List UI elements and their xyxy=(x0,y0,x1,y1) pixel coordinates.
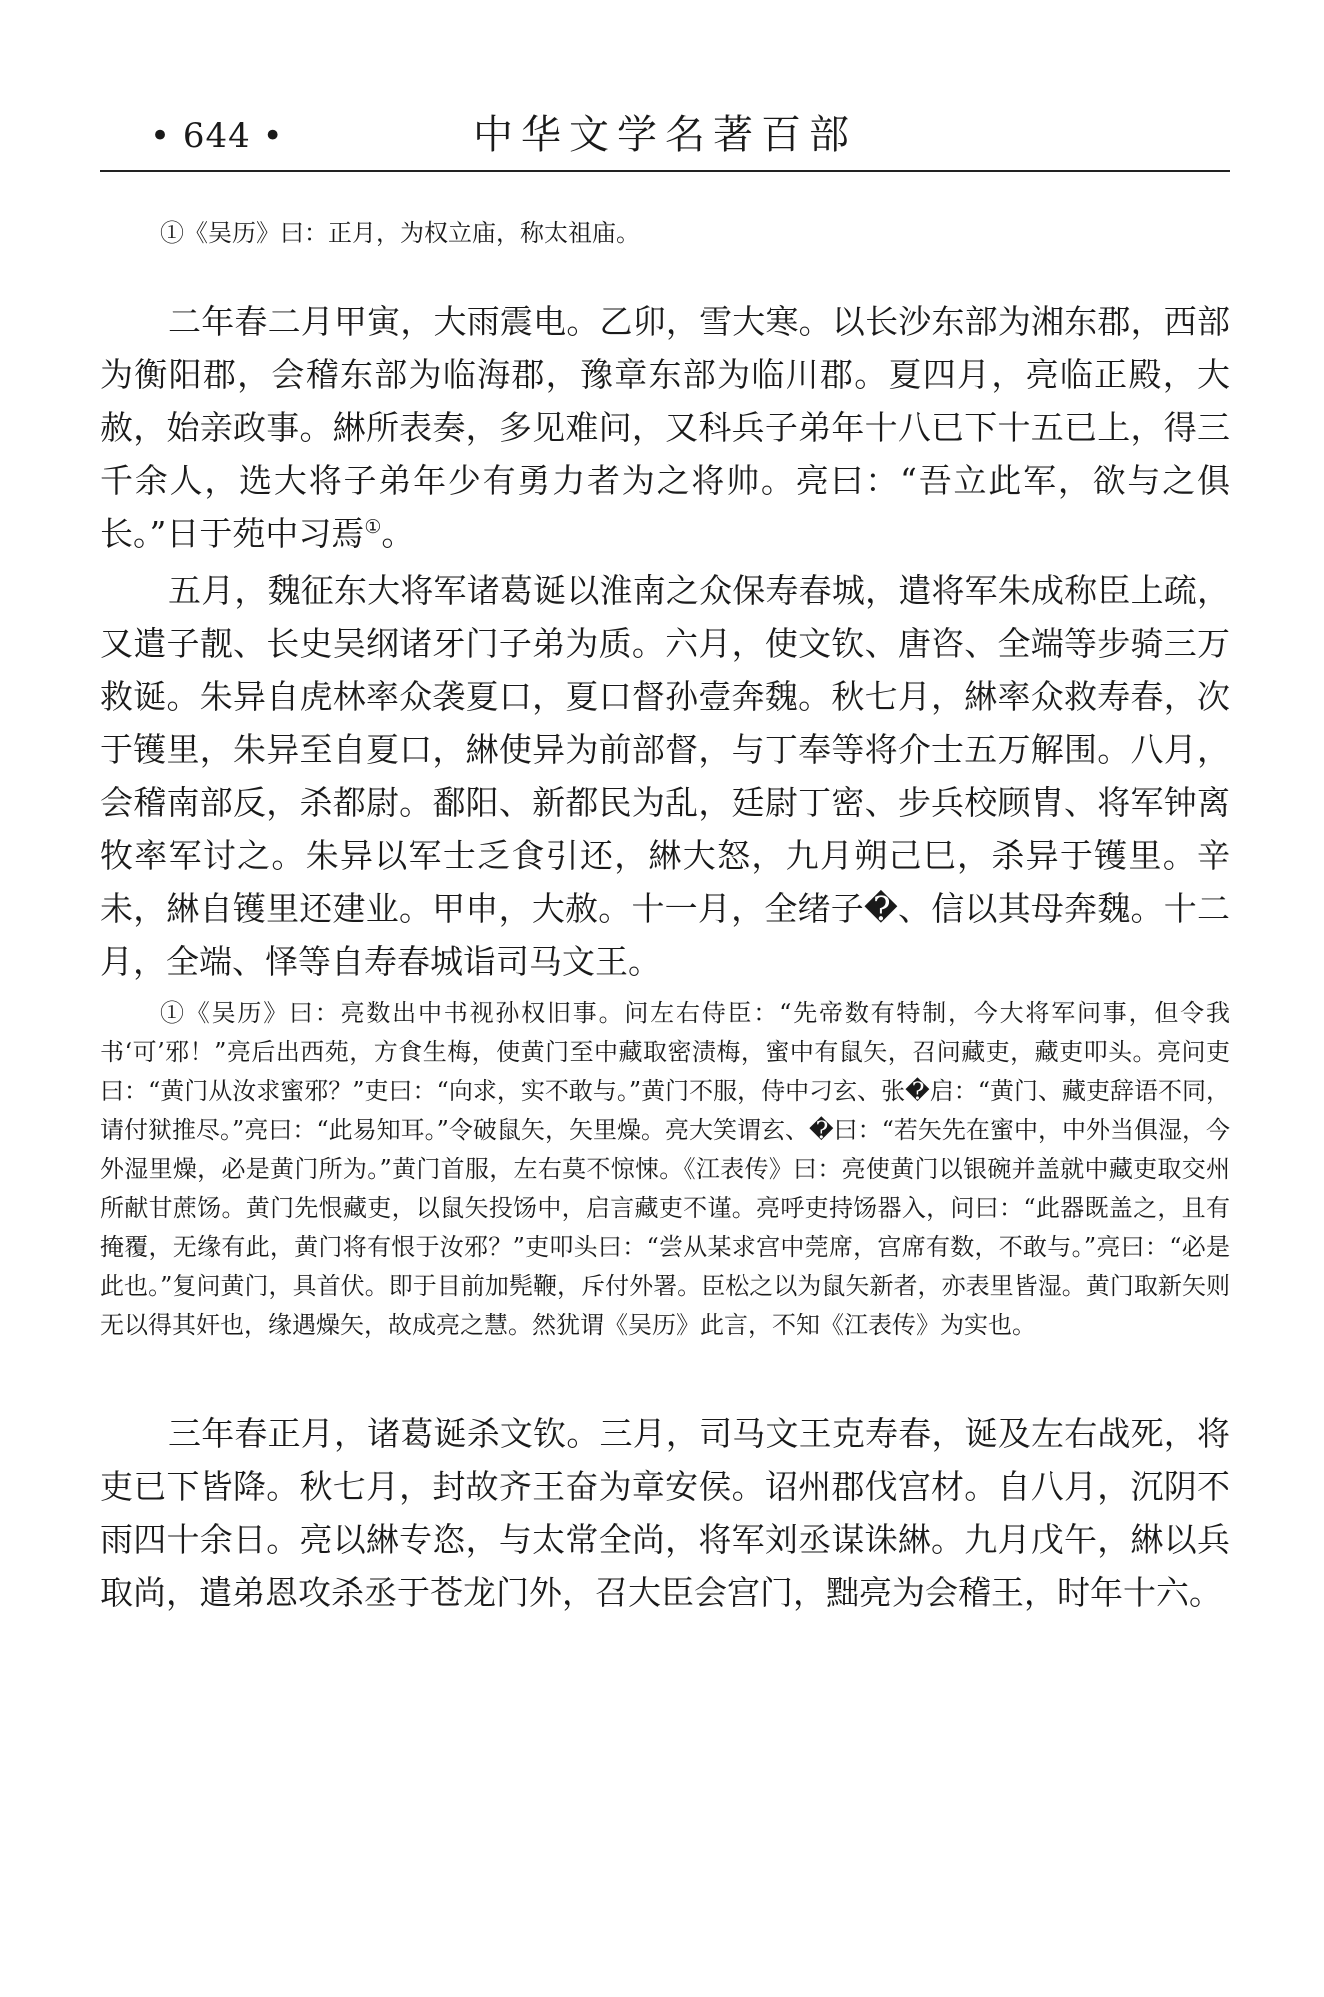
paragraph-1-end: 。 xyxy=(381,514,415,553)
page-header xyxy=(100,110,1230,172)
paragraph-3: 三年春正月，诸葛诞杀文钦。三月，司马文王克寿春，诞及左右战死，将吏已下皆降。秋七月，封故齐王奋为章安侯。诏州郡伐宫材。自八月，沉阴不雨四十余日。亮以綝专恣，与太常全尚，将军刘丞谋诛綝。九月戊午，綝以兵取尚，遣弟恩攻杀丞于苍龙门外，召大臣会宫门，黜亮为会稽王，时年十六。 xyxy=(100,1414,1230,1612)
page-number: • 644 • xyxy=(150,116,284,156)
paragraph-1 xyxy=(100,295,1230,560)
paragraph-2: 五月，魏征东大将军诸葛诞以淮南之众保寿春城，遣将军朱成称臣上疏，又遣子靓、长史吴纲诸牙门子弟为质。六月，使文钦、唐咨、全端等步骑三万救诞。朱异自虎林率众袭夏口，夏口督孙壹奔魏。秋七月，綝率众救寿春，次于镬里，朱异至自夏口，綝使异为前部督，与丁奉等将介士五万解围。八月，会稽南部反，杀都尉。鄱阳、新都民为乱，廷尉丁密、步兵校顾胄、将军钟离牧率军讨之。朱异以军士乏食引还，綝大怒，九月朔己巳，杀异于镬里。辛未，綝自镬里还建业。甲申，大赦。十一月，全绪子�、信以其母奔魏。十二月，全端、怿等自寿春城诣司马文王。 xyxy=(100,571,1230,981)
page-body xyxy=(100,200,1230,1623)
header-rule xyxy=(100,170,1230,172)
footnote-marker: ① xyxy=(364,516,382,538)
paragraph-1-text: 二年春二月甲寅，大雨震电。乙卯，雪大寒。以长沙东部为湘东郡，西部为衡阳郡，会稽东部为临海郡，豫章东部为临川郡。夏四月，亮临正殿，大赦，始亲政事。綝所表奏，多见难问，又科兵子弟年十八已下十五已上，得三千余人，选大将子弟年少有勇力者为之将帅。亮曰：“吾立此军，欲与之俱长。”日于苑中习焉 xyxy=(100,302,1230,553)
footnote-top: ①《吴历》曰：正月，为权立庙，称太祖庙。 xyxy=(160,219,640,247)
footnote-block: ①《吴历》曰：亮数出中书视孙权旧事。问左右侍臣：“先帝数有特制，今大将军问事，但令我书‘可’邪！”亮后出西苑，方食生梅，使黄门至中藏取密渍梅，蜜中有鼠矢，召问藏吏，藏吏叩头。亮问吏曰：“黄门从汝求蜜邪？”吏曰：“向求，实不敢与。”黄门不服，侍中刁玄、张�启：“黄门、藏吏辞语不同，请付狱推尽。”亮曰：“此易知耳。”令破鼠矢，矢里燥。亮大笑谓玄、�曰：“若矢先在蜜中，中外当俱湿，今外湿里燥，必是黄门所为。”黄门首服，左右莫不惊悚。《江表传》曰：亮使黄门以银碗并盖就中藏吏取交州所献甘蔗饧。黄门先恨藏吏，以鼠矢投饧中，启言藏吏不谨。亮呼吏持饧器入，问曰：“此器既盖之，且有掩覆，无缘有此，黄门将有恨于汝邪？”吏叩头曰：“尝从某求宫中莞席，宫席有数，不敢与。”亮曰：“必是此也。”复问黄门，具首伏。即于目前加髡鞭，斥付外署。臣松之以为鼠矢新者，亦表里皆湿。黄门取新矢则无以得其奸也，缘遇燥矢，故成亮之慧。然犹谓《吴历》此言，不知《江表传》为实也。 xyxy=(100,999,1230,1339)
running-title: 中华文学名著百部 xyxy=(473,112,857,158)
